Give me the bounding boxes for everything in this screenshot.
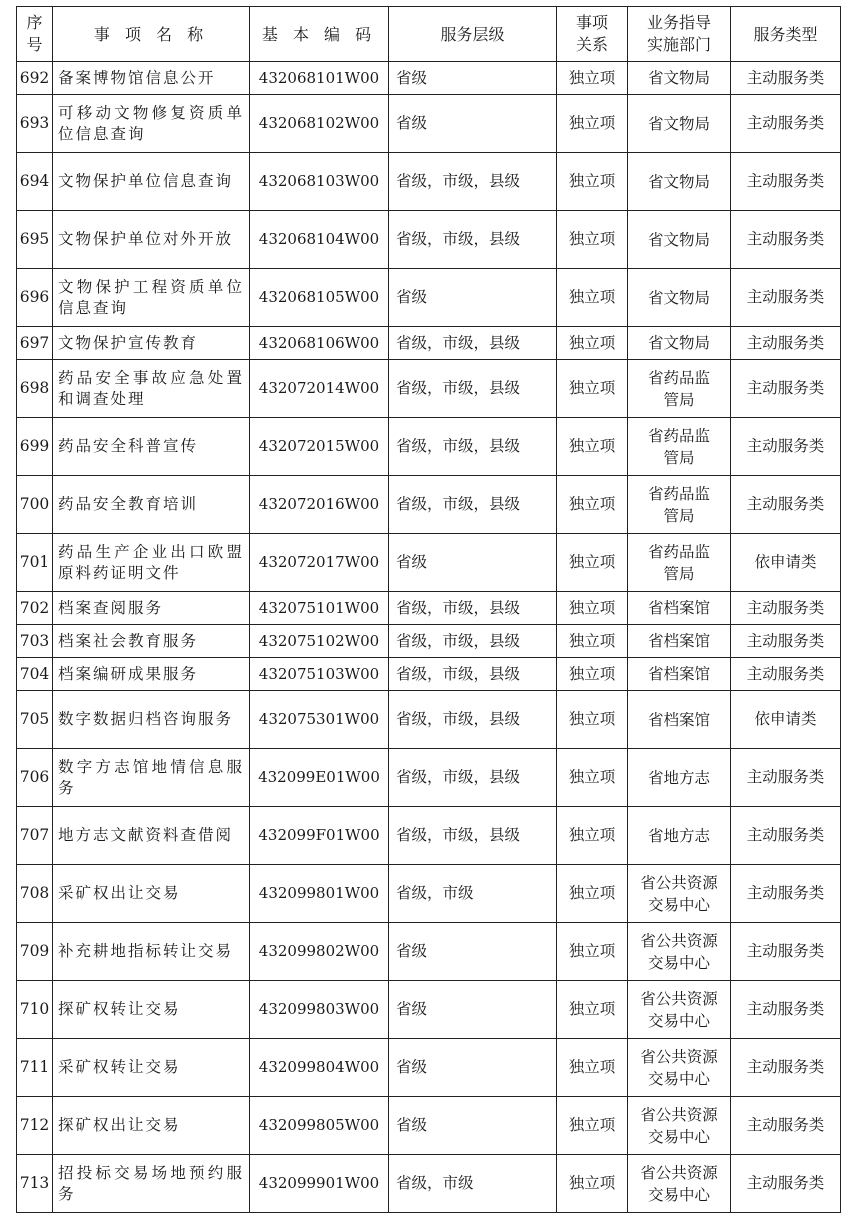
table-row <box>17 534 841 592</box>
service-type: 主动服务类 <box>731 749 841 807</box>
basic-code: 432099802W00 <box>250 923 389 981</box>
row-number: 713 <box>17 1155 53 1213</box>
guiding-department: 省公共资源 交易中心 <box>628 923 731 981</box>
item-name: 药品安全事故应急处置和调查处理 <box>53 360 250 418</box>
item-relation: 独立项 <box>557 153 628 211</box>
row-number: 697 <box>17 327 53 360</box>
table-row <box>17 1097 841 1155</box>
service-level: 省级 <box>389 269 557 327</box>
service-level: 省级 <box>389 981 557 1039</box>
item-name: 文物保护宣传教育 <box>53 327 250 360</box>
row-number: 703 <box>17 625 53 658</box>
item-relation: 独立项 <box>557 749 628 807</box>
table-row <box>17 153 841 211</box>
service-level: 省级，市级，县级 <box>389 211 557 269</box>
item-relation: 独立项 <box>557 476 628 534</box>
item-relation: 独立项 <box>557 95 628 153</box>
service-level: 省级，市级，县级 <box>389 749 557 807</box>
basic-code: 432075103W00 <box>250 658 389 691</box>
service-type: 主动服务类 <box>731 625 841 658</box>
service-type: 主动服务类 <box>731 658 841 691</box>
table-row <box>17 476 841 534</box>
service-type: 主动服务类 <box>731 865 841 923</box>
service-level: 省级 <box>389 534 557 592</box>
basic-code: 432068104W00 <box>250 211 389 269</box>
service-level: 省级 <box>389 1039 557 1097</box>
item-name: 数字方志馆地情信息服务 <box>53 749 250 807</box>
basic-code: 432068106W00 <box>250 327 389 360</box>
guiding-department: 省文物局 <box>628 211 731 269</box>
row-number: 712 <box>17 1097 53 1155</box>
guiding-department: 省公共资源 交易中心 <box>628 981 731 1039</box>
service-level: 省级 <box>389 62 557 95</box>
basic-code: 432099801W00 <box>250 865 389 923</box>
service-level: 省级，市级，县级 <box>389 360 557 418</box>
table-row <box>17 749 841 807</box>
row-number: 707 <box>17 807 53 865</box>
basic-code: 432075101W00 <box>250 592 389 625</box>
item-relation: 独立项 <box>557 981 628 1039</box>
row-number: 711 <box>17 1039 53 1097</box>
service-items-table <box>16 6 841 1213</box>
basic-code: 432072015W00 <box>250 418 389 476</box>
table-row <box>17 981 841 1039</box>
item-name: 采矿权转让交易 <box>53 1039 250 1097</box>
item-name: 备案博物馆信息公开 <box>53 62 250 95</box>
service-type: 主动服务类 <box>731 1155 841 1213</box>
row-number: 692 <box>17 62 53 95</box>
table-row <box>17 592 841 625</box>
guiding-department: 省档案馆 <box>628 658 731 691</box>
table-row <box>17 360 841 418</box>
table-row <box>17 658 841 691</box>
row-number: 694 <box>17 153 53 211</box>
guiding-department: 省公共资源 交易中心 <box>628 865 731 923</box>
row-number: 704 <box>17 658 53 691</box>
basic-code: 432075102W00 <box>250 625 389 658</box>
item-relation: 独立项 <box>557 625 628 658</box>
item-name: 药品安全教育培训 <box>53 476 250 534</box>
table-row <box>17 418 841 476</box>
item-relation: 独立项 <box>557 691 628 749</box>
table-row <box>17 865 841 923</box>
item-name: 探矿权出让交易 <box>53 1097 250 1155</box>
item-name: 探矿权转让交易 <box>53 981 250 1039</box>
item-relation: 独立项 <box>557 327 628 360</box>
service-level: 省级，市级，县级 <box>389 327 557 360</box>
service-level: 省级，市级 <box>389 1155 557 1213</box>
service-type: 依申请类 <box>731 691 841 749</box>
guiding-department: 省文物局 <box>628 269 731 327</box>
item-relation: 独立项 <box>557 269 628 327</box>
item-relation: 独立项 <box>557 1039 628 1097</box>
item-name: 档案编研成果服务 <box>53 658 250 691</box>
table-row <box>17 95 841 153</box>
service-level: 省级，市级，县级 <box>389 625 557 658</box>
item-relation: 独立项 <box>557 807 628 865</box>
item-name: 招投标交易场地预约服务 <box>53 1155 250 1213</box>
service-type: 依申请类 <box>731 534 841 592</box>
row-number: 699 <box>17 418 53 476</box>
guiding-department: 省档案馆 <box>628 691 731 749</box>
row-number: 701 <box>17 534 53 592</box>
basic-code: 432068105W00 <box>250 269 389 327</box>
service-type: 主动服务类 <box>731 153 841 211</box>
service-level: 省级，市级，县级 <box>389 418 557 476</box>
service-type: 主动服务类 <box>731 1039 841 1097</box>
service-level: 省级 <box>389 1097 557 1155</box>
guiding-department: 省文物局 <box>628 95 731 153</box>
item-relation: 独立项 <box>557 534 628 592</box>
table-row <box>17 269 841 327</box>
item-name: 文物保护工程资质单位信息查询 <box>53 269 250 327</box>
item-relation: 独立项 <box>557 1155 628 1213</box>
basic-code: 432099803W00 <box>250 981 389 1039</box>
guiding-department: 省药品监 管局 <box>628 360 731 418</box>
service-type: 主动服务类 <box>731 923 841 981</box>
item-relation: 独立项 <box>557 211 628 269</box>
header-type: 服务类型 <box>731 7 841 62</box>
basic-code: 432099F01W00 <box>250 807 389 865</box>
item-name: 文物保护单位对外开放 <box>53 211 250 269</box>
guiding-department: 省文物局 <box>628 62 731 95</box>
service-level: 省级，市级，县级 <box>389 807 557 865</box>
basic-code: 432072016W00 <box>250 476 389 534</box>
row-number: 698 <box>17 360 53 418</box>
table-row <box>17 211 841 269</box>
item-relation: 独立项 <box>557 1097 628 1155</box>
basic-code: 432072017W00 <box>250 534 389 592</box>
guiding-department: 省档案馆 <box>628 592 731 625</box>
service-level: 省级 <box>389 923 557 981</box>
row-number: 695 <box>17 211 53 269</box>
basic-code: 432099E01W00 <box>250 749 389 807</box>
item-relation: 独立项 <box>557 865 628 923</box>
item-name: 档案社会教育服务 <box>53 625 250 658</box>
service-type: 主动服务类 <box>731 1097 841 1155</box>
service-type: 主动服务类 <box>731 981 841 1039</box>
guiding-department: 省文物局 <box>628 327 731 360</box>
table-row <box>17 691 841 749</box>
service-level: 省级，市级，县级 <box>389 658 557 691</box>
basic-code: 432099805W00 <box>250 1097 389 1155</box>
row-number: 708 <box>17 865 53 923</box>
row-number: 710 <box>17 981 53 1039</box>
item-name: 药品安全科普宣传 <box>53 418 250 476</box>
header-code: 基 本 编 码 <box>250 7 389 62</box>
service-level: 省级，市级 <box>389 865 557 923</box>
row-number: 702 <box>17 592 53 625</box>
service-type: 主动服务类 <box>731 360 841 418</box>
item-name: 档案查阅服务 <box>53 592 250 625</box>
header-name: 事 项 名 称 <box>53 7 250 62</box>
service-type: 主动服务类 <box>731 211 841 269</box>
header-index: 序 号 <box>17 7 53 62</box>
basic-code: 432068102W00 <box>250 95 389 153</box>
item-relation: 独立项 <box>557 360 628 418</box>
guiding-department: 省地方志 <box>628 749 731 807</box>
table-row <box>17 1155 841 1213</box>
service-level: 省级，市级，县级 <box>389 592 557 625</box>
item-name: 采矿权出让交易 <box>53 865 250 923</box>
service-type: 主动服务类 <box>731 807 841 865</box>
guiding-department: 省地方志 <box>628 807 731 865</box>
table-body <box>17 62 841 1213</box>
item-relation: 独立项 <box>557 658 628 691</box>
service-type: 主动服务类 <box>731 95 841 153</box>
basic-code: 432099901W00 <box>250 1155 389 1213</box>
service-level: 省级，市级，县级 <box>389 153 557 211</box>
basic-code: 432075301W00 <box>250 691 389 749</box>
row-number: 706 <box>17 749 53 807</box>
service-type: 主动服务类 <box>731 269 841 327</box>
row-number: 696 <box>17 269 53 327</box>
row-number: 693 <box>17 95 53 153</box>
item-name: 补充耕地指标转让交易 <box>53 923 250 981</box>
basic-code: 432068101W00 <box>250 62 389 95</box>
guiding-department: 省药品监 管局 <box>628 418 731 476</box>
header-row <box>17 7 841 62</box>
service-type: 主动服务类 <box>731 62 841 95</box>
service-type: 主动服务类 <box>731 418 841 476</box>
guiding-department: 省公共资源 交易中心 <box>628 1097 731 1155</box>
row-number: 705 <box>17 691 53 749</box>
row-number: 700 <box>17 476 53 534</box>
service-type: 主动服务类 <box>731 592 841 625</box>
item-relation: 独立项 <box>557 418 628 476</box>
guiding-department: 省公共资源 交易中心 <box>628 1155 731 1213</box>
item-relation: 独立项 <box>557 923 628 981</box>
basic-code: 432099804W00 <box>250 1039 389 1097</box>
table-row <box>17 923 841 981</box>
item-relation: 独立项 <box>557 62 628 95</box>
item-name: 药品生产企业出口欧盟原料药证明文件 <box>53 534 250 592</box>
row-number: 709 <box>17 923 53 981</box>
guiding-department: 省档案馆 <box>628 625 731 658</box>
table-row <box>17 62 841 95</box>
guiding-department: 省药品监 管局 <box>628 476 731 534</box>
table-row <box>17 327 841 360</box>
header-dept: 业务指导 实施部门 <box>628 7 731 62</box>
item-name: 文物保护单位信息查询 <box>53 153 250 211</box>
item-name: 数字数据归档咨询服务 <box>53 691 250 749</box>
service-level: 省级，市级，县级 <box>389 476 557 534</box>
basic-code: 432072014W00 <box>250 360 389 418</box>
service-level: 省级 <box>389 95 557 153</box>
basic-code: 432068103W00 <box>250 153 389 211</box>
item-name: 地方志文献资料查借阅 <box>53 807 250 865</box>
item-name: 可移动文物修复资质单位信息查询 <box>53 95 250 153</box>
guiding-department: 省公共资源 交易中心 <box>628 1039 731 1097</box>
service-type: 主动服务类 <box>731 476 841 534</box>
service-level: 省级，市级，县级 <box>389 691 557 749</box>
service-type: 主动服务类 <box>731 327 841 360</box>
table-row <box>17 807 841 865</box>
table-row <box>17 1039 841 1097</box>
guiding-department: 省药品监 管局 <box>628 534 731 592</box>
guiding-department: 省文物局 <box>628 153 731 211</box>
header-relation: 事项 关系 <box>557 7 628 62</box>
header-level: 服务层级 <box>389 7 557 62</box>
table-row <box>17 625 841 658</box>
item-relation: 独立项 <box>557 592 628 625</box>
